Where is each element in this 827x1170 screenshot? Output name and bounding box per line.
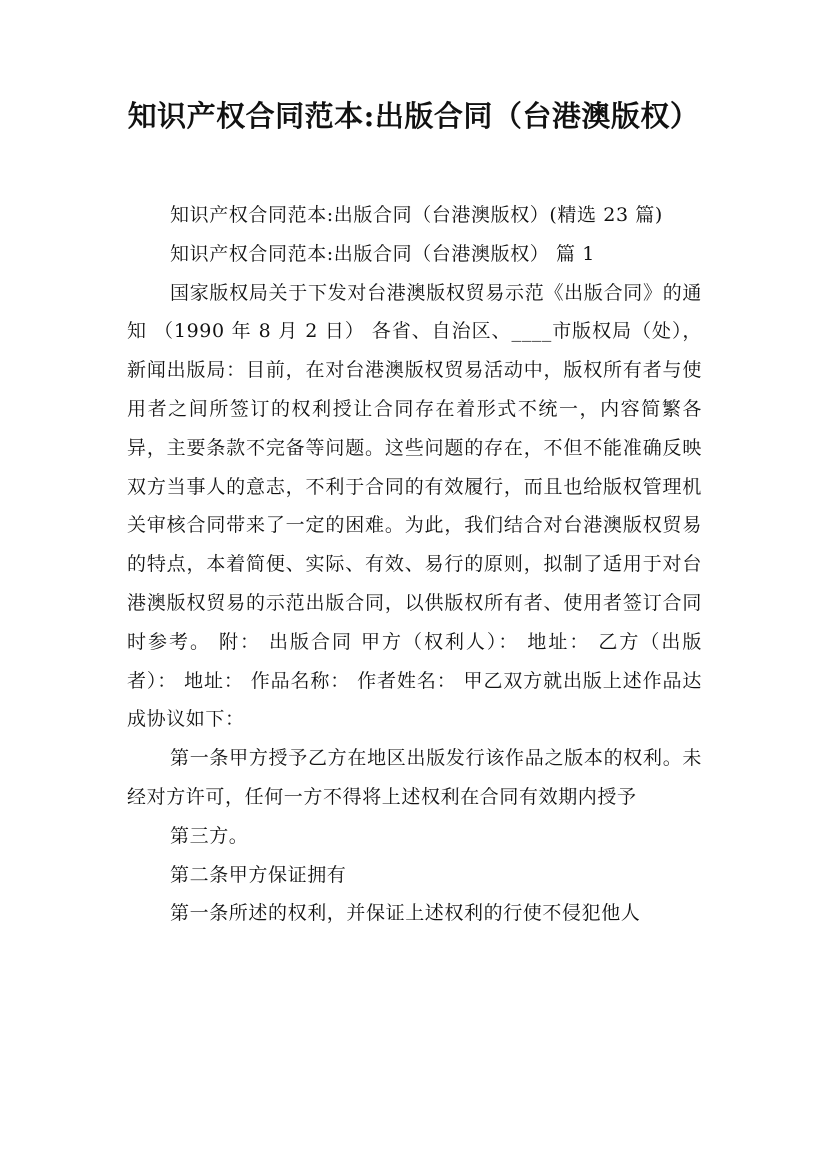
document-title: 知识产权合同范本:出版合同（台港澳版权） (127, 99, 700, 133)
paragraph-article-1-rights: 第一条所述的权利，并保证上述权利的行使不侵犯他人 (170, 902, 641, 925)
paragraph-section-heading: 知识产权合同范本:出版合同（台港澳版权） 篇 1 (170, 242, 595, 265)
paragraph-article-1: 第一条甲方授予乙方在地区出版发行该作品之版本的权利。未经对方许可，任何一方不得将上述权利在合同有效期内授予 (127, 747, 702, 808)
paragraph-subtitle: 知识产权合同范本:出版合同（台港澳版权）(精选 23 篇) (170, 204, 663, 226)
paragraph-notice: 国家版权局关于下发对台港澳版权贸易示范《出版合同》的通知 （1990 年 8 月 2 日） 各省、自治区、____市版权局（处），新闻出版局：目前，在对台港澳版权贸易活动中，版权所有者与使用者之间所签订的权利授让合同存在着形式不统一，内容简繁各异，主要条款不完备等问题。这些问题的存在，不但不能准确反映双方当事人的意志，不利于合同的有效履行，而且也给版权管理机关审核合同带来了一定的困难。为此，我们结合对台港澳版权贸易的特点，本着简便、实际、有效、易行的原则，拟制了适用于对台港澳版权贸易的示范出版合同，以供版权所有者、使用者签订合同时参考。 附： 出版合同 甲方（权利人）： 地址： 乙方（出版者）： 地址： 作品名称： 作者姓名： 甲乙双方就出版上述作品达成协议如下： (127, 281, 702, 731)
document-body (127, 196, 702, 933)
paragraph-article-2: 第二条甲方保证拥有 (170, 863, 347, 886)
paragraph-third-party: 第三方。 (170, 824, 249, 847)
